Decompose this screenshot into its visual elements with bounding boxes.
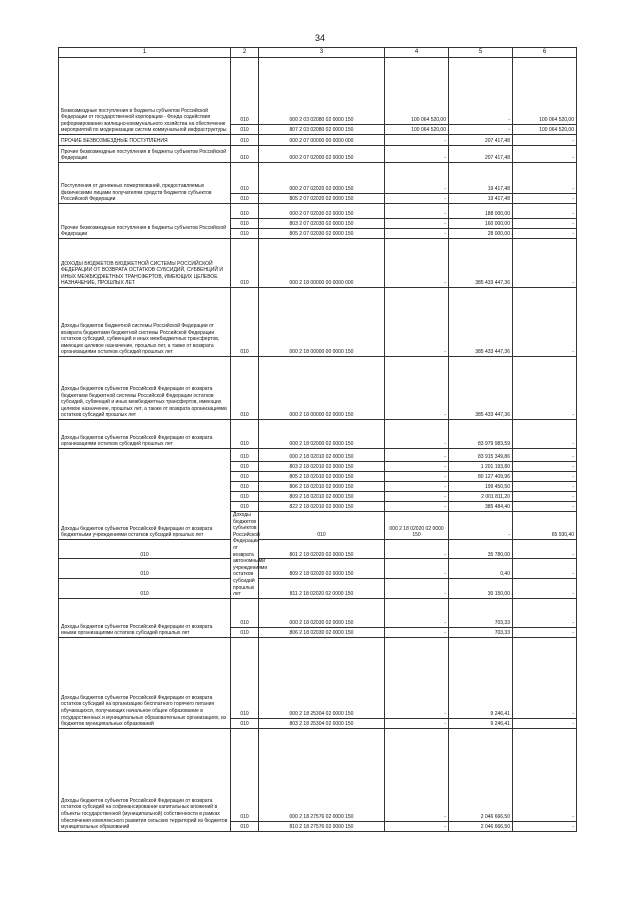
row-code: 010: [231, 502, 259, 512]
row-value-col6: -: [513, 559, 577, 579]
row-value-col6: -: [513, 194, 577, 204]
row-code: 010: [231, 194, 259, 204]
row-value-col4: -: [385, 559, 449, 579]
row-code: 010: [231, 163, 259, 194]
row-value-col6: -: [513, 204, 577, 219]
table-row: [59, 559, 577, 579]
row-code: 010: [231, 58, 259, 125]
row-value-col4: -: [449, 512, 513, 540]
row-value-col4: 100 064 520,00: [385, 58, 449, 125]
row-description: Доходы бюджетов бюджетной системы Российской Федерации от возврата бюджетами бюджетной системы Российской Федерации остатков субсидий, субвенций и иных межбюджетных трансфертов, имеющих целевое назначение, прошлых лет, а также от возврата организациями остатков субсидий прошлых лет: [59, 288, 231, 357]
row-value-col4: -: [385, 482, 449, 492]
row-value-col6: -: [513, 482, 577, 492]
row-value-col6: -: [513, 462, 577, 472]
row-kbk: 806 2 18 02030 02 0000 150: [259, 627, 385, 637]
row-value-col5: 160 000,00: [449, 219, 513, 229]
row-value-col4: -: [385, 288, 449, 357]
row-code: 010: [231, 462, 259, 472]
row-value-col4: -: [385, 472, 449, 482]
row-value-col5: 703,33: [449, 598, 513, 627]
row-kbk: 000 2 07 02020 02 0000 150: [259, 163, 385, 194]
revenue-table: [58, 47, 577, 832]
row-value-col6: -: [513, 239, 577, 288]
row-kbk: 000 2 18 27576 02 0000 150: [259, 728, 385, 821]
row-value-col5: 83 979 983,59: [449, 420, 513, 449]
row-kbk: 000 2 18 00000 02 0000 150: [259, 357, 385, 420]
row-kbk: 809 2 18 02010 02 0000 150: [259, 492, 385, 502]
column-header: 1: [59, 48, 231, 58]
row-code: 010: [231, 288, 259, 357]
row-kbk: 809 2 18 02020 02 0000 150: [259, 559, 385, 579]
row-code: 010: [231, 239, 259, 288]
row-description: Доходы бюджетов субъектов Российской Федерации от возврата остатков субсидий на софинансирование капитальных вложений в объекты государственной (муниципальной) собственности в рамках обеспечения комплексного развития сельских территорий из бюджетов муниципальных образований: [59, 728, 231, 831]
row-value-col4: -: [385, 219, 449, 229]
row-kbk: 803 2 07 02030 02 0000 150: [259, 219, 385, 229]
column-header: 6: [513, 48, 577, 58]
row-value-col6: -: [513, 492, 577, 502]
row-value-col6: -: [513, 821, 577, 831]
row-value-col6: -: [513, 288, 577, 357]
row-value-col5: 199 450,50: [449, 482, 513, 492]
row-kbk: 000 2 18 02000 02 0000 150: [259, 420, 385, 449]
row-value-col5: 207 417,48: [449, 146, 513, 163]
row-value-col5: 2 046 666,50: [449, 728, 513, 821]
row-value-col5: 65 930,40: [513, 512, 577, 540]
row-kbk: 000 2 18 02020 02 0000 150: [385, 512, 449, 540]
row-value-col5: 703,33: [449, 627, 513, 637]
row-value-col4: -: [385, 449, 449, 462]
row-description: Доходы бюджетов субъектов Российской Федерации от возврата остатков субсидий на организацию бесплатного горячего питания обучающихся, получающих начальное общее образование в государственных и муниципальных образовательных организациях, из бюджетов муниципальных образований: [59, 637, 231, 728]
row-code: 010: [231, 146, 259, 163]
row-value-col4: -: [385, 229, 449, 239]
row-value-col6: -: [513, 449, 577, 462]
row-value-col5: 385 484,40: [449, 502, 513, 512]
row-kbk: 000 2 18 02030 02 0000 150: [259, 598, 385, 627]
row-value-col6: -: [513, 163, 577, 194]
table-row: [59, 598, 577, 627]
row-value-col6: -: [513, 357, 577, 420]
row-value-col6: -: [513, 728, 577, 821]
row-value-col5: 1 201 193,80: [449, 462, 513, 472]
row-value-col6: -: [513, 472, 577, 482]
row-value-col5: 9 246,41: [449, 718, 513, 728]
row-kbk: 000 2 07 02030 02 0000 150: [259, 204, 385, 219]
row-code: 010: [231, 357, 259, 420]
row-kbk: 801 2 18 02020 02 0000 150: [259, 539, 385, 559]
row-value-col6: -: [513, 420, 577, 449]
row-code: 010: [259, 512, 385, 540]
row-description: Доходы бюджетов субъектов Российской Федерации от возврата иными организациями остатков субсидий прошлых лет: [59, 598, 231, 637]
row-value-col5: 30 150,00: [449, 579, 513, 599]
row-value-col4: -: [385, 579, 449, 599]
row-code: 010: [231, 125, 259, 135]
table-row: [59, 420, 577, 449]
row-description: Доходы бюджетов субъектов Российской Федерации от возврата бюджетами бюджетной системы Российской Федерации остатков субсидий, субвенций и иных межбюджетных трансфертов, имеющих целевое назначение, прошлых лет, а также от возврата организациями остатков субсидий прошлых лет: [59, 357, 231, 420]
row-value-col5: 19 417,48: [449, 163, 513, 194]
row-kbk: 806 2 18 02010 02 0000 150: [259, 482, 385, 492]
row-value-col4: -: [385, 163, 449, 194]
table-row: [59, 449, 577, 462]
row-value-col6: -: [513, 539, 577, 559]
row-description: Доходы бюджетов субъектов Российской Федерации от возврата бюджетными учреждениями остатков субсидий прошлых лет: [59, 449, 231, 540]
row-value-col4: -: [385, 598, 449, 627]
row-kbk: 810 2 18 27576 02 0000 150: [259, 821, 385, 831]
row-kbk: 807 2 03 02080 02 0000 150: [259, 125, 385, 135]
row-value-col4: -: [385, 627, 449, 637]
table-row: [59, 539, 577, 559]
row-value-col4: -: [385, 135, 449, 146]
row-value-col4: 100 064 520,00: [385, 125, 449, 135]
row-value-col4: -: [385, 420, 449, 449]
row-kbk: 811 2 18 02020 02 0000 150: [259, 579, 385, 599]
row-description: Безвозмездные поступления в бюджеты субъектов Российской Федерации от государственной корпорации - Фонда содействия реформированию жилищно-коммунального хозяйства на обеспечение мероприятий по модернизации систем коммунальной инфраструктуры: [59, 58, 231, 135]
row-value-col5: 385 433 447,36: [449, 239, 513, 288]
column-header: 4: [385, 48, 449, 58]
row-value-col4: -: [385, 146, 449, 163]
row-code: 010: [231, 598, 259, 627]
row-value-col4: -: [385, 204, 449, 219]
row-code: 010: [231, 219, 259, 229]
row-code: 010: [231, 472, 259, 482]
row-value-col5: 2 046 666,50: [449, 821, 513, 831]
row-value-col5: 207 417,48: [449, 135, 513, 146]
row-code: 010: [231, 482, 259, 492]
table-header-row: [59, 48, 577, 58]
row-kbk: 000 2 18 25304 02 0000 150: [259, 637, 385, 718]
row-kbk: 822 2 18 02010 02 0000 150: [259, 502, 385, 512]
table-row: [59, 135, 577, 146]
row-description: Поступления от денежных пожертвований, предоставляемых физическими лицами получателям средств бюджетов субъектов Российской Федерации: [59, 163, 231, 204]
row-value-col5: 188 000,00: [449, 204, 513, 219]
row-value-col6: -: [513, 146, 577, 163]
row-code: 010: [59, 539, 231, 559]
row-code: 010: [231, 449, 259, 462]
row-value-col5: 2 001 811,20: [449, 492, 513, 502]
row-value-col6: -: [513, 502, 577, 512]
row-value-col4: -: [385, 728, 449, 821]
row-description: Прочие безвозмездные поступления в бюджеты субъектов Российской Федерации: [59, 204, 231, 239]
table-row: [59, 288, 577, 357]
row-code: 010: [231, 718, 259, 728]
row-value-col6: -: [513, 135, 577, 146]
row-value-col4: -: [385, 239, 449, 288]
row-description: ДОХОДЫ БЮДЖЕТОВ БЮДЖЕТНОЙ СИСТЕМЫ РОССИЙСКОЙ ФЕДЕРАЦИИ ОТ ВОЗВРАТА ОСТАТКОВ СУБСИДИЙ, СУБВЕНЦИЙ И ИНЫХ МЕЖБЮДЖЕТНЫХ ТРАНСФЕРТОВ, ИМЕЮЩИХ ЦЕЛЕВОЕ НАЗНАЧЕНИЕ, ПРОШЛЫХ ЛЕТ: [59, 239, 231, 288]
row-value-col5: -: [449, 125, 513, 135]
row-description: ПРОЧИЕ БЕЗВОЗМЕЗДНЫЕ ПОСТУПЛЕНИЯ: [59, 135, 231, 146]
table-row: [59, 239, 577, 288]
row-code: 010: [231, 492, 259, 502]
row-kbk: 803 2 18 02010 02 0000 150: [259, 462, 385, 472]
row-code: 010: [231, 728, 259, 821]
row-value-col6: -: [513, 718, 577, 728]
table-row: [59, 204, 577, 219]
row-kbk: 000 2 18 00000 00 0000 000: [259, 239, 385, 288]
row-code: 010: [231, 821, 259, 831]
row-code: 010: [59, 579, 231, 599]
row-value-col4: -: [385, 492, 449, 502]
table-row: [59, 146, 577, 163]
row-value-col4: -: [385, 357, 449, 420]
row-value-col6: 100 064 520,00: [513, 125, 577, 135]
row-value-col6: -: [513, 229, 577, 239]
row-description: Доходы бюджетов субъектов Российской Федерации от возврата автономными учреждениями остатков субсидий прошлых лет: [231, 512, 259, 599]
row-value-col4: -: [385, 462, 449, 472]
table-row: [59, 637, 577, 718]
row-value-col4: -: [385, 539, 449, 559]
row-code: 010: [231, 627, 259, 637]
column-header: 2: [231, 48, 259, 58]
row-description: Прочие безвозмездные поступления в бюджеты субъектов Российской Федерации: [59, 146, 231, 163]
row-kbk: 000 2 07 00000 00 0000 000: [259, 135, 385, 146]
row-value-col6: -: [513, 579, 577, 599]
row-kbk: 000 2 18 00000 00 0000 150: [259, 288, 385, 357]
row-value-col4: -: [385, 194, 449, 204]
row-value-col6: -: [513, 219, 577, 229]
row-code: 010: [231, 135, 259, 146]
row-kbk: 805 2 07 02030 02 0000 150: [259, 229, 385, 239]
row-value-col5: 28 000,00: [449, 229, 513, 239]
row-value-col5: 385 433 447,36: [449, 357, 513, 420]
row-value-col5: 19 417,48: [449, 194, 513, 204]
table-row: [59, 728, 577, 821]
row-value-col6: -: [513, 598, 577, 627]
table-row: [59, 357, 577, 420]
row-kbk: 803 2 18 25304 02 0000 150: [259, 718, 385, 728]
row-kbk: 000 2 03 02080 02 0000 150: [259, 58, 385, 125]
row-code: 010: [59, 559, 231, 579]
table-row: [59, 579, 577, 599]
row-value-col5: 80 127 409,96: [449, 472, 513, 482]
table-row: [59, 58, 577, 125]
row-value-col6: -: [513, 627, 577, 637]
row-value-col5: -: [449, 58, 513, 125]
row-value-col4: -: [385, 637, 449, 718]
row-value-col5: 83 915 349,86: [449, 449, 513, 462]
row-value-col4: -: [385, 502, 449, 512]
row-value-col5: 385 433 447,36: [449, 288, 513, 357]
row-code: 010: [231, 229, 259, 239]
row-code: 010: [231, 420, 259, 449]
page-number: 34: [314, 33, 325, 43]
column-header: 5: [449, 48, 513, 58]
row-kbk: 000 2 18 02010 02 0000 150: [259, 449, 385, 462]
row-value-col5: 35 780,00: [449, 539, 513, 559]
row-value-col6: -: [513, 637, 577, 718]
row-kbk: 805 2 18 02010 02 0000 150: [259, 472, 385, 482]
row-description: Доходы бюджетов субъектов Российской Федерации от возврата организациями остатков субсидий прошлых лет: [59, 420, 231, 449]
row-code: 010: [231, 637, 259, 718]
column-header: 3: [259, 48, 385, 58]
row-kbk: 805 2 07 02020 02 0000 150: [259, 194, 385, 204]
row-value-col5: 0,40: [449, 559, 513, 579]
row-code: 010: [231, 204, 259, 219]
row-value-col5: 9 246,41: [449, 637, 513, 718]
table-row: [59, 163, 577, 194]
row-kbk: 000 2 07 02000 02 0000 150: [259, 146, 385, 163]
row-value-col4: -: [385, 718, 449, 728]
row-value-col4: -: [385, 821, 449, 831]
row-value-col6: 100 064 520,00: [513, 58, 577, 125]
